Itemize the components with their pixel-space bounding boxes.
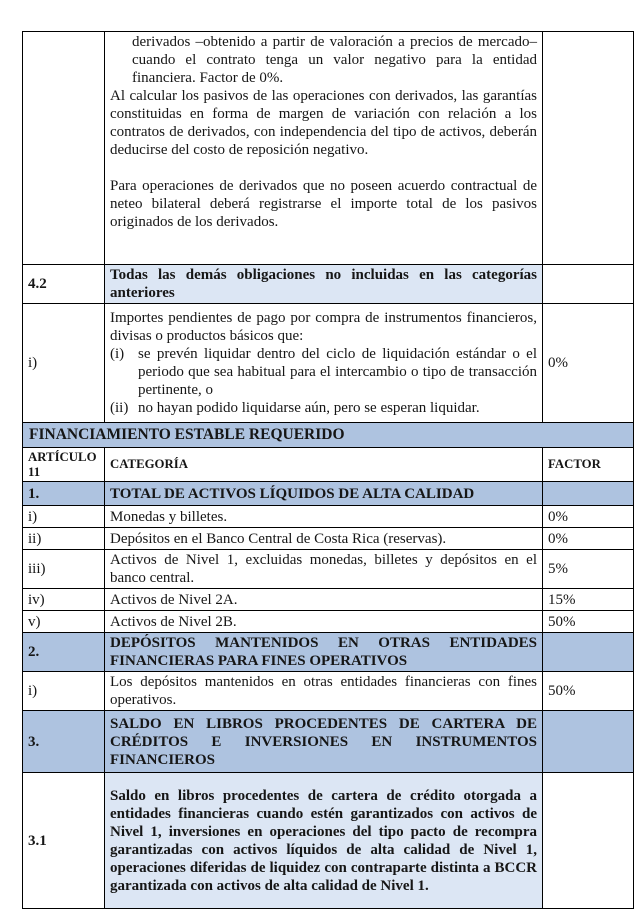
factor-cell: [543, 773, 634, 909]
category-cell: Activos de Nivel 2B.: [105, 611, 543, 633]
list-item: [110, 399, 537, 417]
table-row-3: [23, 711, 634, 773]
article-cell: v): [23, 611, 105, 633]
factor-cell: 15%: [543, 589, 634, 611]
category-cell: Activos de Nivel 1, excluidas monedas, billetes y depósitos en el banco central.: [105, 550, 543, 589]
category-cell: Monedas y billetes.: [105, 506, 543, 528]
column-header-row: [23, 448, 634, 482]
list-marker: (i): [110, 346, 125, 362]
table-row: [23, 672, 634, 711]
article-cell: 4.2: [23, 265, 105, 304]
category-cell: TOTAL DE ACTIVOS LÍQUIDOS DE ALTA CALIDAD: [105, 482, 543, 506]
table-row-1: [23, 482, 634, 506]
paragraph: Para operaciones de derivados que no poseen acuerdo contractual de neteo bilateral deberá registrarse el importe total de los pasivos originados de los derivados.: [110, 178, 537, 230]
category-cell: Los depósitos mantenidos en otras entidades financieras con fines operativos.: [105, 672, 543, 711]
category-cell: [105, 32, 543, 265]
table-row-2: [23, 633, 634, 672]
category-cell: [105, 304, 543, 423]
factor-cell: 50%: [543, 611, 634, 633]
list-text: no hayan podido liquidarse aún, pero se esperan liquidar.: [138, 400, 480, 416]
article-cell: 1.: [23, 482, 105, 506]
article-cell: 3.: [23, 711, 105, 773]
paragraph: Importes pendientes de pago por compra de instrumentos financieros, divisas o productos básicos que:: [110, 310, 537, 344]
table-row: [23, 550, 634, 589]
factor-cell: 0%: [543, 528, 634, 550]
section-title: FINANCIAMIENTO ESTABLE REQUERIDO: [23, 423, 634, 448]
factor-cell: [543, 711, 634, 773]
table-row-continuation: [23, 32, 634, 265]
section-header-row: [23, 423, 634, 448]
article-cell: 2.: [23, 633, 105, 672]
table-row-4-2: [23, 265, 634, 304]
factor-cell: [543, 482, 634, 506]
factor-header-cell: FACTOR: [543, 448, 634, 482]
list-text: se prevén liquidar dentro del ciclo de liquidación estándar o el periodo que sea habitual para el intercambio o tipo de transacción pertinente, o: [138, 346, 537, 398]
regulation-table: [22, 31, 634, 909]
factor-cell: [543, 265, 634, 304]
category-cell: DEPÓSITOS MANTENIDOS EN OTRAS ENTIDADES FINANCIERAS PARA FINES OPERATIVOS: [105, 633, 543, 672]
article-cell: [23, 32, 105, 265]
table-row-3-1: [23, 773, 634, 909]
list-marker: (ii): [110, 400, 129, 416]
category-cell: SALDO EN LIBROS PROCEDENTES DE CARTERA DE CRÉDITOS E INVERSIONES EN INSTRUMENTOS FINANCIEROS: [105, 711, 543, 773]
category-cell: Activos de Nivel 2A.: [105, 589, 543, 611]
factor-cell: 5%: [543, 550, 634, 589]
article-cell: ii): [23, 528, 105, 550]
table-row: [23, 589, 634, 611]
factor-cell: 0%: [543, 304, 634, 423]
article-cell: i): [23, 304, 105, 423]
table-row-4-2-detail: [23, 304, 634, 423]
factor-cell: [543, 633, 634, 672]
article-cell: i): [23, 672, 105, 711]
article-cell: 3.1: [23, 773, 105, 909]
paragraph-indented: derivados –obtenido a partir de valoración a precios de mercado– cuando el contrato tenga un valor negativo para la entidad financiera. Factor de 0%.: [132, 34, 537, 86]
factor-cell: 0%: [543, 506, 634, 528]
paragraph: Al calcular los pasivos de las operaciones con derivados, las garantías constituidas en forma de margen de variación con relación a los contratos de derivados, con independencia del tipo de activos, deberán deducirse del costo de reposición negativo.: [110, 88, 537, 158]
table-row: [23, 611, 634, 633]
factor-cell: [543, 32, 634, 265]
article-header-cell: ARTÍCULO 11: [23, 448, 105, 482]
table-row: [23, 506, 634, 528]
article-cell: iv): [23, 589, 105, 611]
category-cell: Depósitos en el Banco Central de Costa Rica (reservas).: [105, 528, 543, 550]
article-cell: i): [23, 506, 105, 528]
category-cell: Saldo en libros procedentes de cartera de crédito otorgada a entidades financieras cuando estén garantizados con activos de Nivel 1, inversiones en operaciones del tipo pacto de recompra garantizadas con activos líquidos de alta calidad de Nivel 1, operaciones diferidas de liquidez con contraparte distinta a BCCR garantizada con activos de alta calidad de Nivel 1.: [105, 773, 543, 909]
factor-cell: 50%: [543, 672, 634, 711]
category-cell: Todas las demás obligaciones no incluidas en las categorías anteriores: [105, 265, 543, 304]
article-cell: iii): [23, 550, 105, 589]
table-row: [23, 528, 634, 550]
list-item: [110, 345, 537, 399]
category-header-cell: CATEGORÍA: [105, 448, 543, 482]
